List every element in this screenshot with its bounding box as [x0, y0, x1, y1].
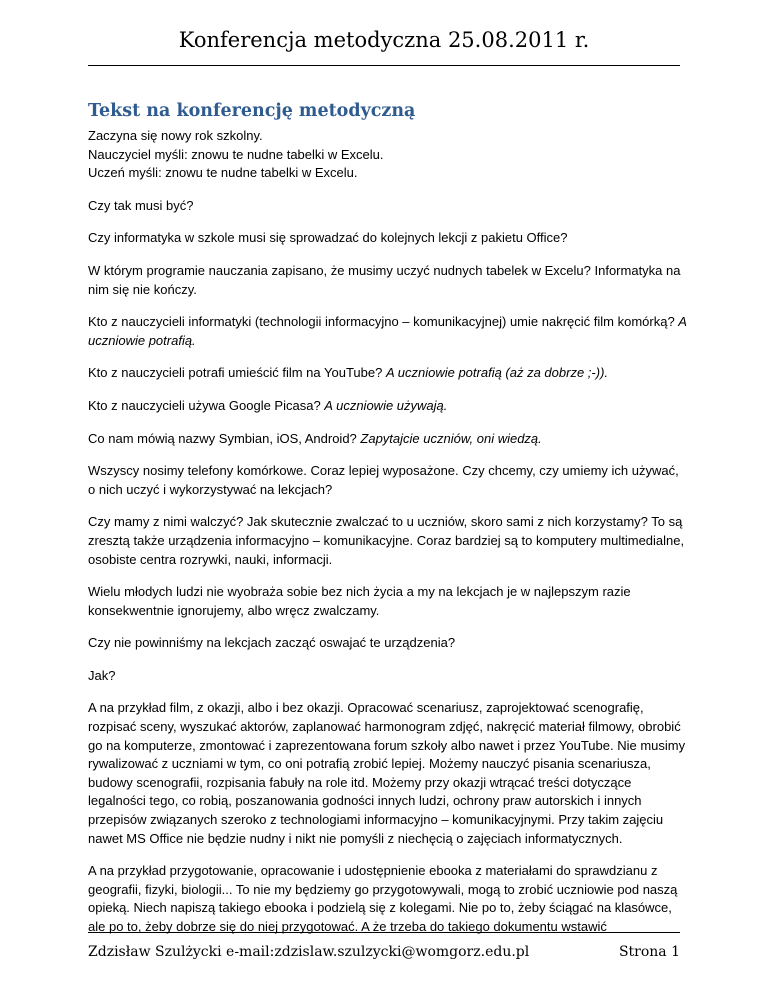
paragraph	[88, 430, 688, 449]
paragraph: Zaczyna się nowy rok szkolny.	[88, 128, 263, 143]
paragraph-italic: A uczniowie potrafią.	[88, 314, 687, 348]
paragraph-text: Kto z nauczycieli używa Google Picasa?	[88, 397, 325, 413]
page-header: Konferencja metodyczna 25.08.2011 r.	[178, 28, 590, 52]
paragraph-text: Co nam mówią nazwy Symbian, iOS, Android?	[88, 430, 361, 446]
paragraph: Jak?	[88, 667, 116, 683]
paragraph: Uczeń myśli: znowu te nudne tabelki w Excelu.	[88, 165, 358, 181]
paragraph-italic: A uczniowie używają.	[324, 397, 448, 413]
paragraph-italic: Zapytajcie uczniów, oni wiedzą.	[360, 430, 542, 446]
paragraph: Czy mamy z nimi walczyć? Jak skutecznie zwalczać to u uczniów, skoro sami z nich korzystamy? To są zresztą także urządzenia informacyjno – komunikacyjne. Coraz bardziej są to komputery multimedialne, osobiste centra rozrywki, nauki, informacji.	[88, 514, 685, 567]
paragraph: Czy tak musi być?	[88, 197, 194, 213]
footer-rule	[88, 932, 680, 933]
paragraph: Czy nie powinniśmy na lekcjach zacząć oswajać te urządzenia?	[88, 635, 456, 651]
paragraph	[88, 364, 688, 383]
paragraph: Wielu młodych ludzi nie wyobraża sobie bez nich życia a my na lekcjach je w najlepszym razie konsekwentnie ignorujemy, albo wręcz zwalczamy.	[88, 584, 631, 618]
paragraph: A na przykład przygotowanie, opracowanie i udostępnienie ebooka z materiałami do sprawdzianu z geografii, fizyki, biologii... To nie my będziemy go przygotowywali, mogą to zrobić uczniowie pod naszą opieką. Niech napiszą takiego ebooka i podzielą się z kolegami. Nie po to, żeby ściągać na klasówce, ale po to, żeby dobrze się do niej przygotować. A że trzeba do takiego dokumentu wstawić	[88, 863, 678, 934]
paragraph: A na przykład film, z okazji, albo i bez okazji. Opracować scenariusz, zaprojektować scenografię, rozpisać sceny, wyszukać aktorów, zaplanować harmonogram zdjęć, nakręcić materiał filmowy, obrobić go na komputerze, zmontować i zaprezentowana forum szkoły albo nawet i przez YouTube. Nie musimy rywalizować z uczniami w tym, co oni potrafią zrobić lepiej. Możemy nauczyć pisania scenariusza, budowy scenografii, rozpisania fabuły na role itd. Możemy przy okazji wtrącać treści dotyczące legalności tego, co robią, poszanowania godności innych ludzi, ochrony praw autorskich i innych przepisów związanych szeroko z technologiami informacyjno – komunikacyjnymi. Przy takim zajęciu nawet MS Office nie będzie nudny i nikt nie pomyśli z niechęcią o zajęciach informatycznych.	[88, 700, 686, 846]
paragraph-italic: A uczniowie potrafią (aż za dobrze ;-)).	[385, 365, 609, 381]
header-rule	[88, 65, 680, 66]
document-body	[88, 127, 688, 951]
paragraph-text: Kto z nauczycieli informatyki (technologii informacyjno – komunikacyjnej) umie nakręcić film komórką?	[88, 314, 679, 330]
paragraph	[88, 313, 688, 350]
page-number: Strona 1	[618, 944, 680, 960]
paragraph: W którym programie nauczania zapisano, że musimy uczyć nudnych tabelek w Excelu? Informatyka na nim się nie kończy.	[88, 262, 681, 297]
paragraph: Nauczyciel myśli: znowu te nudne tabelki w Excelu.	[88, 146, 384, 162]
paragraph	[88, 397, 688, 416]
document-title: Tekst na konferencję metodyczną	[88, 101, 416, 121]
paragraph: Wszyscy nosimy telefony komórkowe. Coraz lepiej wyposażone. Czy chcemy, czy umiemy ich używać, o nich uczyć i wykorzystywać na lekcjach?	[88, 463, 679, 497]
paragraph: Czy informatyka w szkole musi się sprowadzać do kolejnych lekcji z pakietu Office?	[88, 230, 568, 246]
paragraph-text: Kto z nauczycieli potrafi umieścić film na YouTube?	[88, 365, 386, 381]
footer-author: Zdzisław Szulżycki e-mail:zdzislaw.szulzycki@womgorz.edu.pl	[88, 944, 530, 960]
